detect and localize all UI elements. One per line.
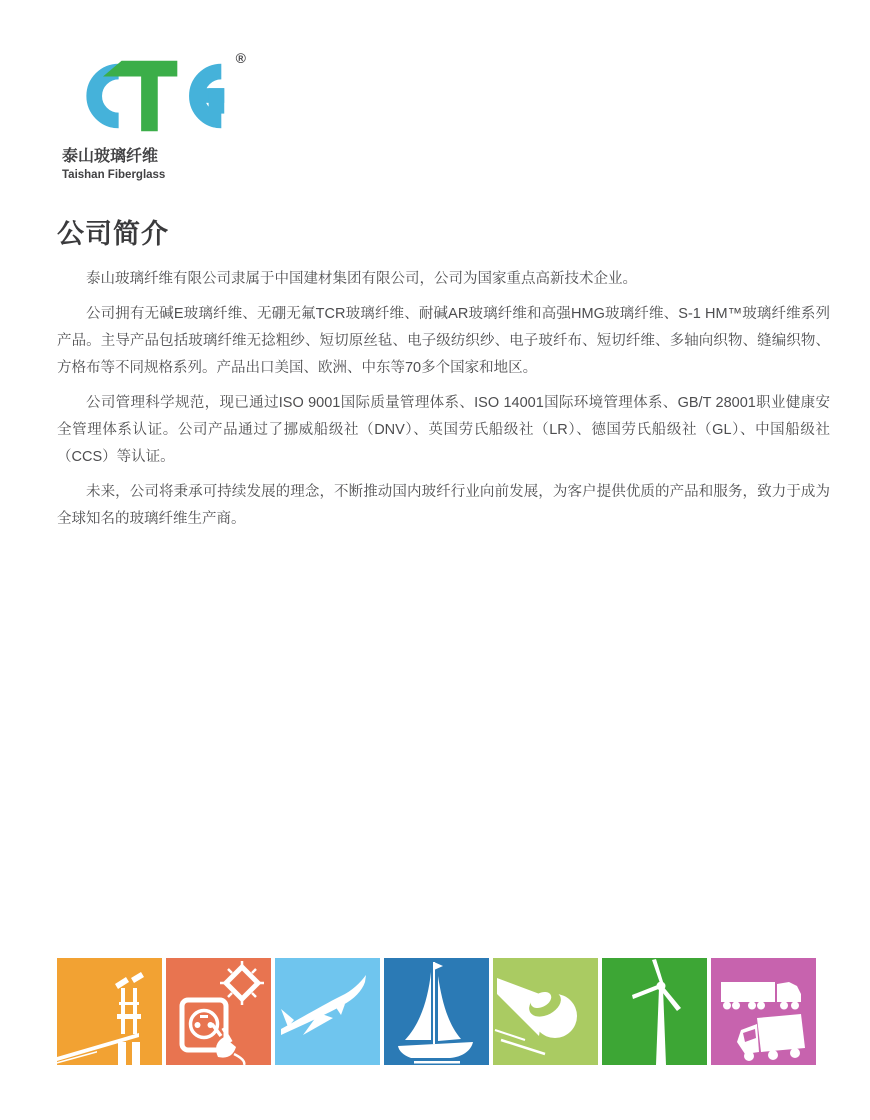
company-name-chinese: 泰山玻璃纤维: [62, 148, 159, 165]
bridge-tower-icon: [57, 958, 162, 1065]
intro-paragraph: 公司拥有无碱E玻璃纤维、无硼无氟TCR玻璃纤维、耐碱AR玻璃纤维和高强HMG玻璃纤维、S-1 HM™玻璃纤维系列产品。主导产品包括玻璃纤维无捻粗纱、短切原丝毡、电子级纺织纱、电子玻纤布、短切纤维、多轴向织物、缝编织物、方格布等不同规格系列。产品出口美国、欧洲、中东等70多个国家和地区。: [57, 306, 830, 376]
wind-turbine-icon: [602, 958, 707, 1065]
section-title: 公司简介: [57, 219, 169, 249]
intro-paragraph: 公司管理科学规范，现已通过ISO 9001国际质量管理体系、ISO 14001国际环境管理体系、GB/T 28001职业健康安全管理体系认证。公司产品通过了挪威船级社（DNV）、英国劳氏船级社（LR）、德国劳氏船级社（GL）、中国船级社（CCS）等认证。: [57, 395, 830, 465]
company-name-english: Taishan Fiberglass: [62, 168, 166, 181]
trucks-icon: [711, 958, 816, 1065]
high-speed-train-icon: [493, 958, 598, 1065]
registered-trademark-symbol: ®: [235, 50, 246, 66]
intro-paragraph: 泰山玻璃纤维有限公司隶属于中国建材集团有限公司，公司为国家重点高新技术企业。: [86, 271, 637, 287]
tile-marine: [384, 958, 489, 1065]
tile-rail: [493, 958, 598, 1065]
sailboat-icon: [384, 958, 489, 1065]
airplane-icon: [275, 958, 380, 1065]
company-logo: [62, 50, 246, 181]
tile-electronics: [166, 958, 271, 1065]
tile-wind-energy: [602, 958, 707, 1065]
company-intro-section: [57, 212, 830, 541]
tile-bridge: [57, 958, 162, 1065]
power-socket-plug-icon: [166, 958, 271, 1065]
tile-aviation: [275, 958, 380, 1065]
tile-transport: [711, 958, 816, 1065]
ctg-logo-icon: [62, 52, 232, 140]
application-gallery-strip: [57, 958, 816, 1065]
intro-paragraph: 未来，公司将秉承可持续发展的理念，不断推动国内玻纤行业向前发展，为客户提供优质的产品和服务，致力于成为全球知名的玻璃纤维生产商。: [57, 484, 830, 527]
